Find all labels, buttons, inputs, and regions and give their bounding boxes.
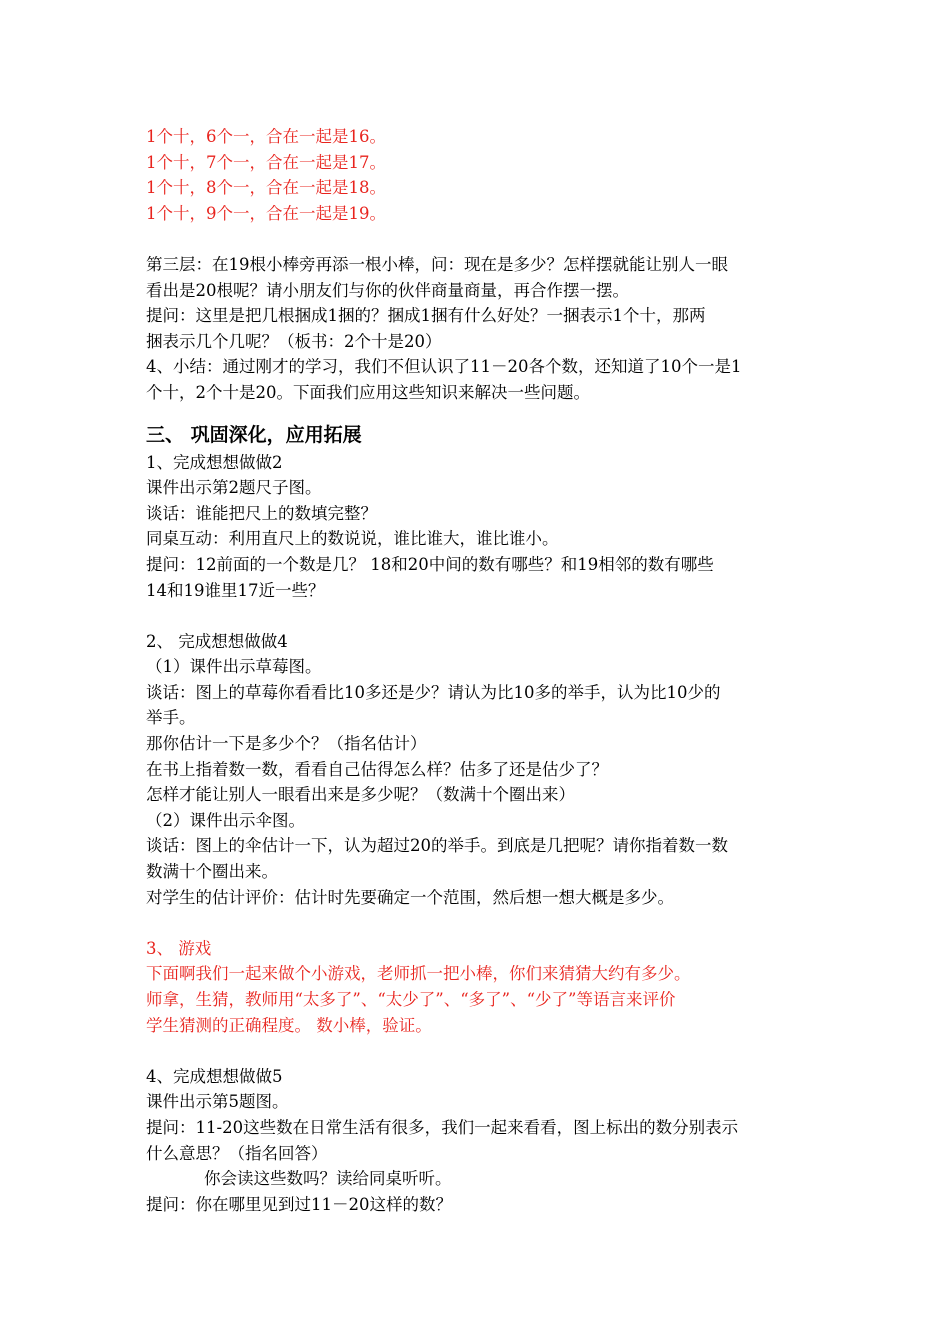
text-line: 课件出示第5题图。 [146,1092,289,1112]
text-line: 个十，2个十是20。下面我们应用这些知识来解决一些问题。 [146,382,590,402]
text-line: 3、 游戏 [146,938,212,958]
text-line: 怎样才能让别人一眼看出来是多少呢？（数满十个圈出来） [146,785,575,805]
text-line: （2）课件出示伞图。 [146,810,305,830]
text-line: 看出是20根呢？请小朋友们与你的伙伴商量商量，再合作摆一摆。 [146,280,629,300]
text-line: 4、小结：通过刚才的学习，我们不但认识了11－20各个数，还知道了10个一是1 [146,357,742,377]
text-line: 谈话：图上的伞估计一下，认为超过20的举手。到底是几把呢？请你指着数一数 [146,836,728,856]
text-line: 1个十，8个一，合在一起是18。 [146,178,386,198]
text-line: 在书上指着数一数，看看自己估得怎么样？估多了还是估少了？ [146,759,608,779]
text-line: 学生猜测的正确程度。 数小棒，验证。 [146,1015,432,1035]
text-line: 课件出示第2题尺子图。 [146,478,322,498]
text-line: 提问：12前面的一个数是几？ 18和20中间的数有哪些？和19相邻的数有哪些 [146,554,714,574]
text-line: 1个十，6个一，合在一起是16。 [146,127,386,146]
text-line: 举手。 [146,708,196,728]
text-line: 1个十，7个一，合在一起是17。 [146,152,386,172]
text-line: 谈话：图上的草莓你看看比10多还是少？请认为比10多的举手，认为比10少的 [146,682,721,702]
text-line: 对学生的估计评价：估计时先要确定一个范围，然后想一想大概是多少。 [146,887,674,907]
text-line: 4、完成想想做做5 [146,1066,283,1086]
text-line: 1、完成想想做做2 [146,452,283,472]
text-line: 2、 完成想想做做4 [146,631,288,651]
text-line: 下面啊我们一起来做个小游戏，老师抓一把小棒，你们来猜猜大约有多少。 [146,964,691,984]
section-heading: 三、 巩固深化，应用拓展 [146,423,362,446]
paragraph-gap [146,226,826,252]
paragraph-gap [146,1038,826,1064]
text-line: 14和19谁里17近一些？ [146,580,325,600]
text-line: 提问：你在哪里见到过11－20这样的数？ [146,1194,452,1214]
text-line: 提问：这里是把几根捆成1捆的？捆成1捆有什么好处？一捆表示1个十，那两 [146,306,706,326]
paragraph-gap [146,603,826,629]
text-line: 数满十个圈出来。 [146,862,278,882]
text-line: （1）课件出示草莓图。 [146,657,322,677]
text-line: 1个十，9个一，合在一起是19。 [146,203,386,223]
text-line: 师拿，生猜，教师用“太多了”、“太少了”、“多了”、“少了”等语言来评价 [146,990,676,1009]
text-line: 第三层：在19根小棒旁再添一根小棒，问：现在是多少？怎样摆就能让别人一眼 [146,254,728,274]
text-line: 谈话：谁能把尺上的数填完整？ [146,503,377,523]
text-line: 那你估计一下是多少个？（指名估计） [146,734,427,754]
text-line: 同桌互动：利用直尺上的数说说，谁比谁大，谁比谁小。 [146,529,559,549]
text-line: 捆表示几个几呢？（板书：2个十是20） [146,331,442,351]
text-line: 什么意思？（指名回答） [146,1143,328,1163]
paragraph-gap [146,910,826,936]
document-body [146,124,826,1217]
paragraph-gap [146,406,826,418]
text-line: 提问：11-20这些数在日常生活有很多，我们一起来看看，图上标出的数分别表示 [146,1117,739,1137]
text-line: 你会读这些数吗？读给同桌听听。 [204,1169,452,1189]
